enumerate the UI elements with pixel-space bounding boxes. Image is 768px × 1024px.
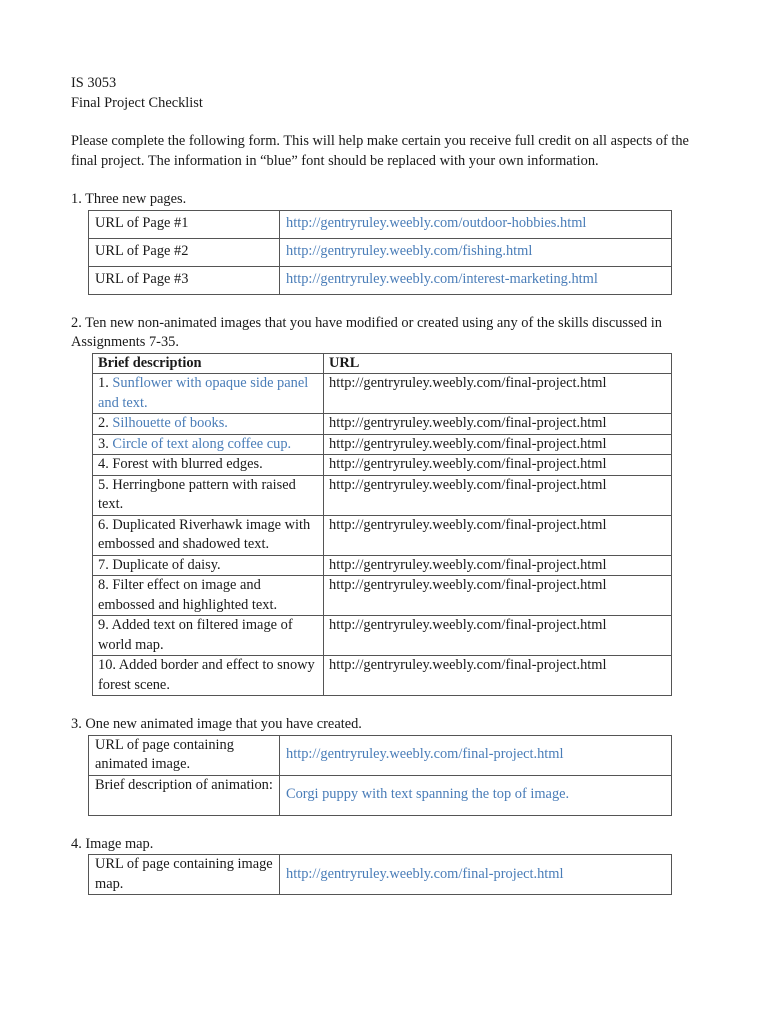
image-map-table [88,854,672,895]
image-url: http://gentryruley.weebly.com/final-project.html [324,414,672,435]
table-row [93,455,672,476]
table-row [93,616,672,656]
image-description: 10. Added border and effect to snowy forest scene. [93,656,324,696]
table-row [93,515,672,555]
animation-description: Corgi puppy with text spanning the top of image. [280,775,672,815]
table-row [93,434,672,455]
column-header-url: URL [324,353,672,374]
image-url: http://gentryruley.weebly.com/final-project.html [324,555,672,576]
image-description: 5. Herringbone pattern with raised text. [93,475,324,515]
image-url: http://gentryruley.weebly.com/final-project.html [324,374,672,414]
image-description: 3. Circle of text along coffee cup. [93,434,324,455]
page-label: URL of Page #3 [89,266,280,294]
animated-image-table [88,735,672,816]
table-row [89,210,672,238]
page-label: URL of Page #2 [89,238,280,266]
field-label: Brief description of animation: [89,775,280,815]
image-description: 7. Duplicate of daisy. [93,555,324,576]
image-description: 2. Silhouette of books. [93,414,324,435]
page-url: http://gentryruley.weebly.com/fishing.html [280,238,672,266]
image-description: 8. Filter effect on image and embossed and highlighted text. [93,576,324,616]
image-url: http://gentryruley.weebly.com/final-project.html [324,656,672,696]
table-row [93,656,672,696]
section4-heading: 4. Image map. [71,835,154,852]
column-header-description: Brief description [93,353,324,374]
course-code: IS 3053 [71,75,117,91]
table-row [93,555,672,576]
image-description: 1. Sunflower with opaque side panel and text. [93,374,324,414]
image-url: http://gentryruley.weebly.com/final-project.html [324,576,672,616]
section2-heading: 2. Ten new non-animated images that you have modified or created using any of the skills discussed in Assignments 7-35. [71,314,662,350]
section3-heading: 3. One new animated image that you have created. [71,716,362,732]
image-url: http://gentryruley.weebly.com/final-project.html [324,616,672,656]
field-label: URL of page containing animated image. [89,735,280,775]
image-description: 4. Forest with blurred edges. [93,455,324,476]
image-description: 6. Duplicated Riverhawk image with embossed and shadowed text. [93,515,324,555]
page-url: http://gentryruley.weebly.com/interest-marketing.html [280,266,672,294]
table-row [89,735,672,775]
table-header-row [93,353,672,374]
image-url: http://gentryruley.weebly.com/final-project.html [324,515,672,555]
table-row [89,855,672,895]
page-url: http://gentryruley.weebly.com/outdoor-hobbies.html [280,210,672,238]
table-row [89,266,672,294]
image-map-url: http://gentryruley.weebly.com/final-project.html [280,855,672,895]
pages-table [88,210,672,295]
table-row [93,475,672,515]
field-label: URL of page containing image map. [89,855,280,895]
document-title: Final Project Checklist [71,94,203,111]
intro-paragraph: Please complete the following form. This will help make certain you receive full credit on all aspects of the final project. The information in “blue” font should be replaced with your own information. [71,133,689,169]
table-row [89,775,672,815]
table-row [93,414,672,435]
table-row [93,576,672,616]
section1-heading: 1. Three new pages. [71,191,187,207]
page-label: URL of Page #1 [89,210,280,238]
document-page [71,74,691,895]
image-url: http://gentryruley.weebly.com/final-project.html [324,475,672,515]
table-row [89,238,672,266]
table-row [93,374,672,414]
images-table [92,353,672,697]
animated-page-url: http://gentryruley.weebly.com/final-project.html [280,735,672,775]
image-url: http://gentryruley.weebly.com/final-project.html [324,434,672,455]
image-description: 9. Added text on filtered image of world map. [93,616,324,656]
image-url: http://gentryruley.weebly.com/final-project.html [324,455,672,476]
